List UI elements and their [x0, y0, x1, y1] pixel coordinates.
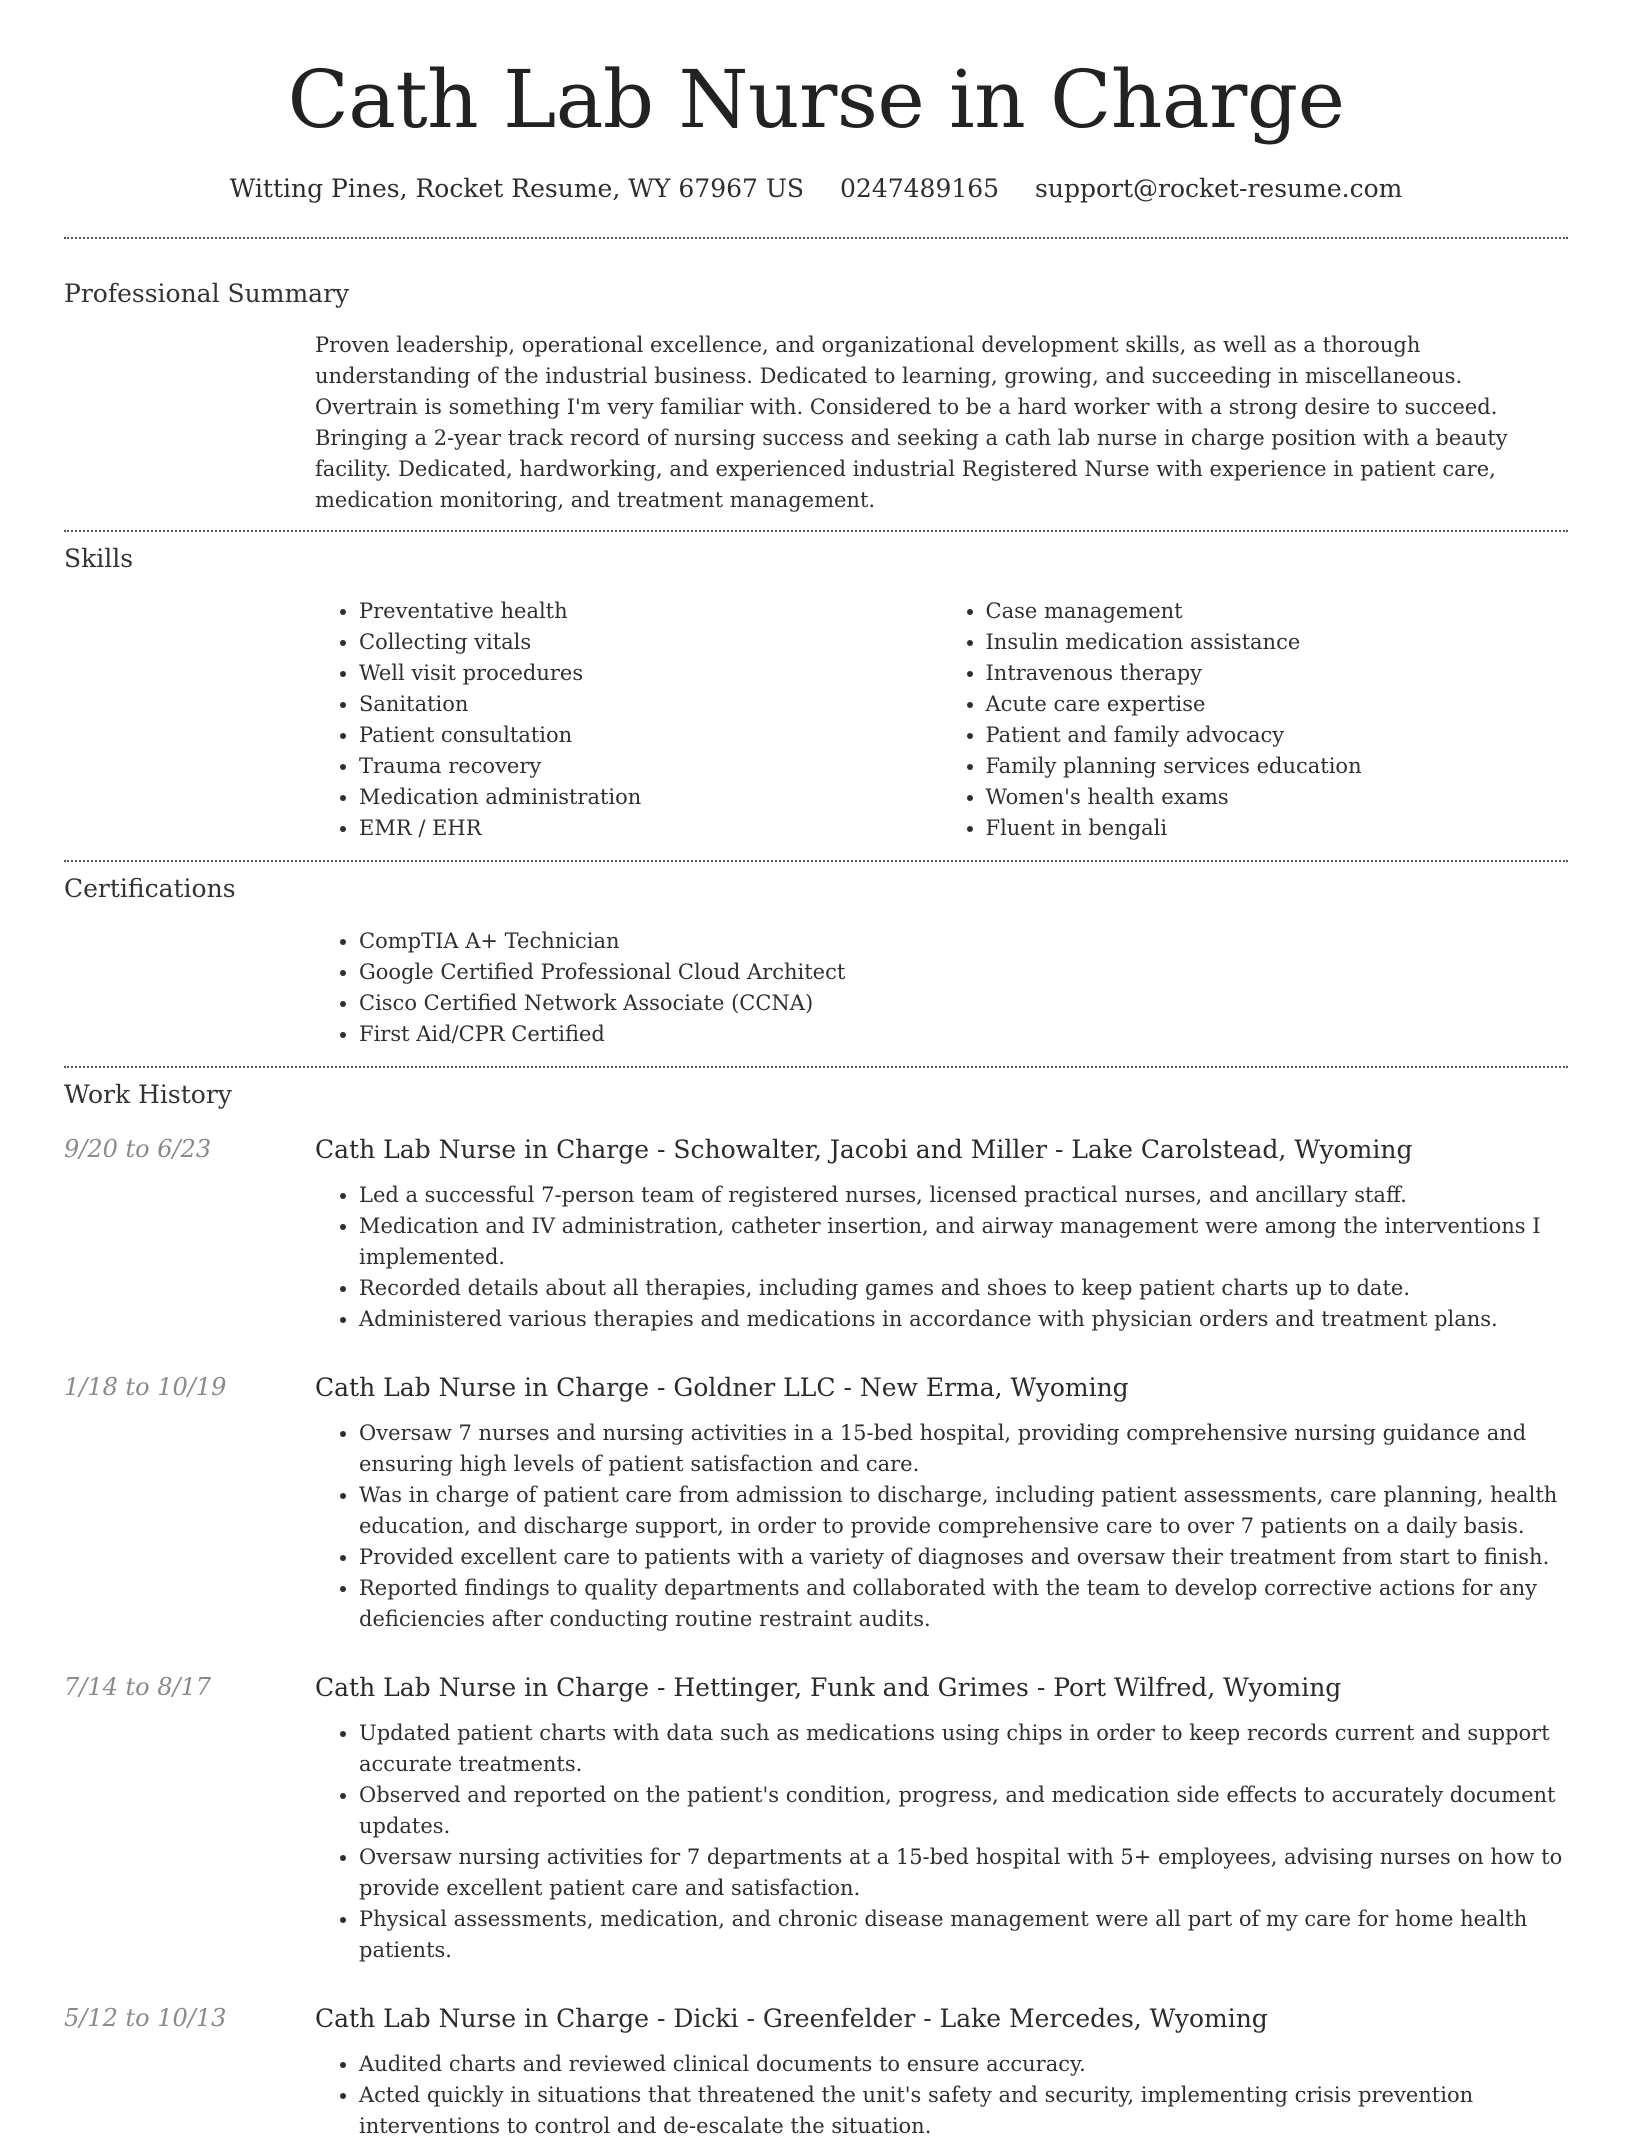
section-title-skills: Skills: [64, 544, 134, 573]
list-item: • Fluent in bengali: [986, 813, 1569, 844]
resume-page: [64, 0, 1568, 2142]
job-entry: [64, 1673, 1568, 1966]
job-heading: Cath Lab Nurse in Charge - Dicki - Greenfelder - Lake Mercedes, Wyoming: [315, 2004, 1268, 2033]
job-entry: [64, 1373, 1568, 1635]
certifications-content: [315, 926, 1568, 1050]
list-item: • Oversaw 7 nurses and nursing activities in a 15-bed hospital, providing comprehensive nursing guidance and ensuring high levels of patient satisfaction and care.: [359, 1418, 1568, 1480]
list-item: • Oversaw nursing activities for 7 departments at a 15-bed hospital with 5+ employees, advising nurses on how to provide excellent patient care and satisfaction.: [359, 1842, 1568, 1904]
list-item: • Patient consultation: [359, 720, 942, 751]
summary-content: [315, 330, 1568, 516]
list-item: • Trauma recovery: [359, 751, 942, 782]
section-title-summary: Professional Summary: [64, 279, 350, 308]
list-item: • Cisco Certified Network Associate (CCNA): [359, 988, 1568, 1019]
list-item: • Audited charts and reviewed clinical documents to ensure accuracy.: [359, 2049, 1568, 2080]
skills-list-left: [315, 596, 942, 844]
resume-title: Cath Lab Nurse in Charge: [287, 53, 1345, 146]
summary-text: Proven leadership, operational excellence, and organizational development skills, as well as a thorough understanding of the industrial business. Dedicated to learning, growing, and succeeding in miscellaneous. Overtrain is something I'm very familiar with. Considered to be a hard worker with a strong desire to succeed. Bringing a 2-year track record of nursing success and seeking a cath lab nurse in charge position with a beauty facility. Dedicated, hardworking, and experienced industrial Registered Nurse with experience in patient care, medication monitoring, and treatment management.: [315, 333, 1508, 512]
job-entry: [64, 2004, 1568, 2142]
list-item: • Physical assessments, medication, and chronic disease management were all part of my care for home health patients.: [359, 1904, 1568, 1966]
list-item: • Provided excellent care to patients with a variety of diagnoses and oversaw their treatment from start to finish.: [359, 1542, 1568, 1573]
section-title-certifications: Certifications: [64, 874, 236, 903]
list-item: • Well visit procedures: [359, 658, 942, 689]
job-content: [315, 1180, 1568, 1335]
list-item: • Insulin medication assistance: [986, 627, 1569, 658]
job-bullets: [315, 1418, 1568, 1635]
list-item: • Preventative health: [359, 596, 942, 627]
summary-section: [64, 239, 1568, 516]
section-title-work: Work History: [64, 1080, 232, 1109]
list-item: • Was in charge of patient care from admission to discharge, including patient assessments, care planning, health education, and discharge support, in order to provide comprehensive care to over 7 patients on a daily basis.: [359, 1480, 1568, 1542]
list-item: • EMR / EHR: [359, 813, 942, 844]
job-dates: 1/18 to 10/19: [64, 1373, 227, 1401]
skills-grid: [315, 596, 1568, 844]
list-item: • CompTIA A+ Technician: [359, 926, 1568, 957]
skills-list-right: [942, 596, 1569, 844]
job-dates: 9/20 to 6/23: [64, 1135, 212, 1163]
list-item: • Medication and IV administration, catheter insertion, and airway management were among the interventions I implemented.: [359, 1211, 1568, 1273]
list-item: • Medication administration: [359, 782, 942, 813]
list-item: • Intravenous therapy: [986, 658, 1569, 689]
contact-line: [64, 174, 1568, 203]
list-item: • Sanitation: [359, 689, 942, 720]
job-dates: 5/12 to 10/13: [64, 2004, 227, 2032]
certifications-section: [64, 862, 1568, 1050]
list-item: • Google Certified Professional Cloud Architect: [359, 957, 1568, 988]
list-item: • Reported findings to quality departments and collaborated with the team to develop corrective actions for any deficiencies after conducting routine restraint audits.: [359, 1573, 1568, 1635]
job-entry: [64, 1135, 1568, 1335]
job-heading: Cath Lab Nurse in Charge - Schowalter, Jacobi and Miller - Lake Carolstead, Wyoming: [315, 1135, 1413, 1164]
job-content: [315, 2049, 1568, 2142]
list-item: • Updated patient charts with data such as medications using chips in order to keep records current and support accurate treatments.: [359, 1718, 1568, 1780]
job-heading: Cath Lab Nurse in Charge - Hettinger, Funk and Grimes - Port Wilfred, Wyoming: [315, 1673, 1342, 1702]
list-item: • Case management: [986, 596, 1569, 627]
job-content: [315, 1718, 1568, 1966]
list-item: • Administered various therapies and medications in accordance with physician orders and treatment plans.: [359, 1304, 1568, 1335]
list-item: • Led a successful 7-person team of registered nurses, licensed practical nurses, and ancillary staff.: [359, 1180, 1568, 1211]
job-content: [315, 1418, 1568, 1635]
skills-section: [64, 532, 1568, 844]
job-bullets: [315, 1718, 1568, 1966]
contact-phone: 0247489165: [840, 174, 1000, 203]
list-item: • First Aid/CPR Certified: [359, 1019, 1568, 1050]
list-item: • Women's health exams: [986, 782, 1569, 813]
list-item: • Observed and reported on the patient's condition, progress, and medication side effects to accurately document updates.: [359, 1780, 1568, 1842]
list-item: • Recorded details about all therapies, including games and shoes to keep patient charts up to date.: [359, 1273, 1568, 1304]
certifications-list: [315, 926, 1568, 1050]
list-item: • Patient and family advocacy: [986, 720, 1569, 751]
list-item: • Acute care expertise: [986, 689, 1569, 720]
list-item: • Acted quickly in situations that threatened the unit's safety and security, implementing crisis prevention interventions to control and de-escalate the situation.: [359, 2080, 1568, 2142]
job-bullets: [315, 1180, 1568, 1335]
list-item: • Collecting vitals: [359, 627, 942, 658]
contact-email[interactable]: support@rocket-resume.com: [1035, 174, 1403, 203]
list-item: • Family planning services education: [986, 751, 1569, 782]
job-bullets: [315, 2049, 1568, 2142]
contact-address: Witting Pines, Rocket Resume, WY 67967 US: [229, 174, 805, 203]
work-section: [64, 1068, 1568, 2142]
job-dates: 7/14 to 8/17: [64, 1673, 212, 1701]
job-heading: Cath Lab Nurse in Charge - Goldner LLC - New Erma, Wyoming: [315, 1373, 1129, 1402]
